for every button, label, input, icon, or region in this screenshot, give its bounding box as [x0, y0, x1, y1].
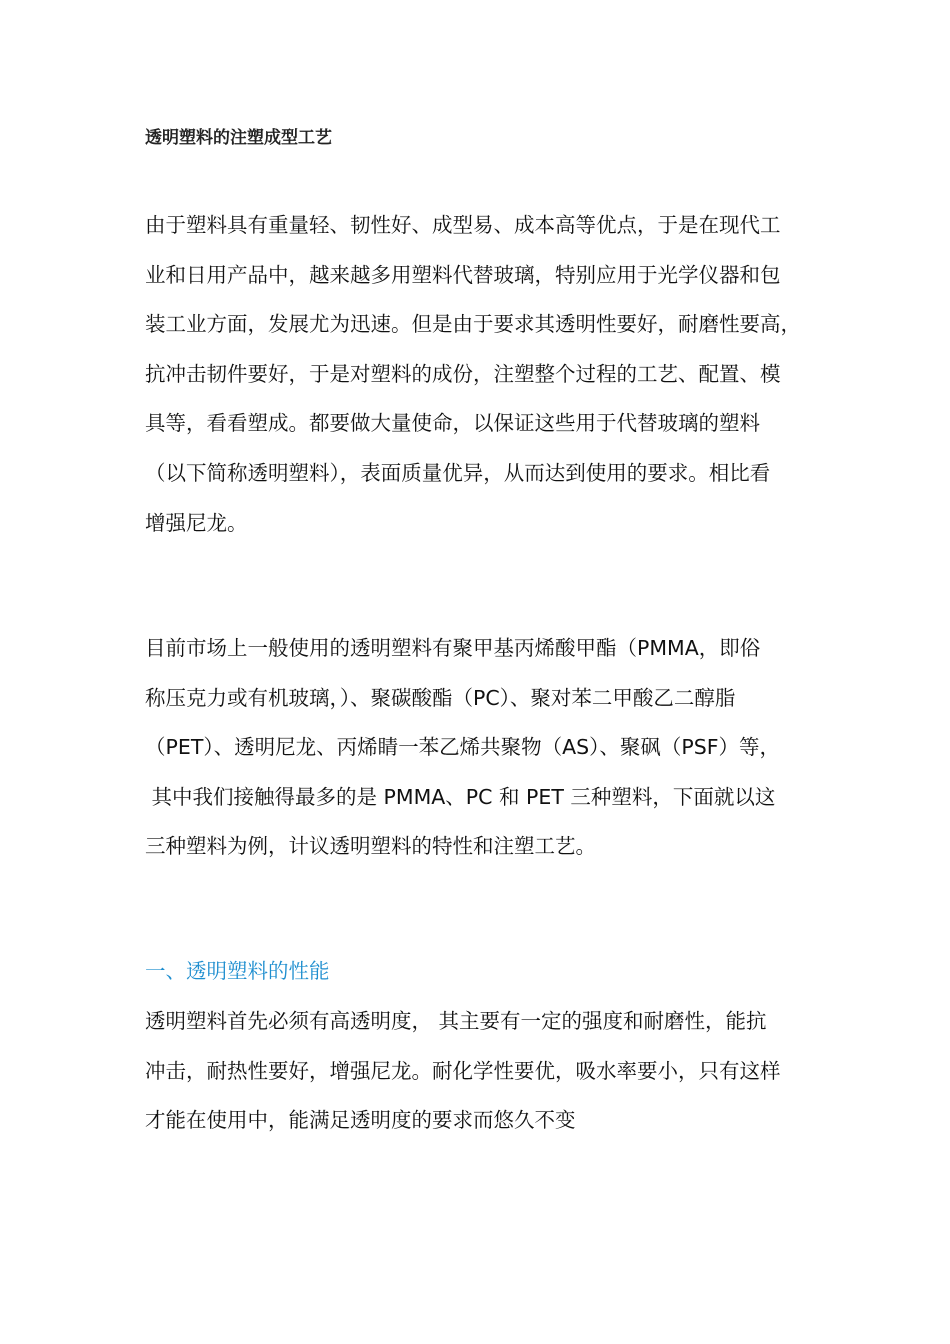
text-line: （以下简称透明塑料），表面质量优异，从而达到使用的要求。相比看	[145, 460, 771, 485]
text-line: 抗冲击韧件要好，于是对塑料的成份，注塑整个过程的工艺、配置、模	[145, 361, 781, 386]
text-line: 其中我们接触得最多的是 PMMA、PC 和 PET 三种塑料，下面就以这	[145, 784, 776, 809]
text-line: 目前市场上一般使用的透明塑料有聚甲基丙烯酸甲酯（PMMA，即俗	[145, 636, 761, 660]
text-line: 称压克力或有机玻璃，）、聚碳酸酯（PC）、聚对苯二甲酸乙二醇脂	[145, 685, 736, 710]
text-line: 增强尼龙。	[145, 510, 248, 535]
paragraph-properties	[145, 997, 820, 1146]
text-line: 三种塑料为例，计议透明塑料的特性和注塑工艺。	[145, 834, 596, 859]
text-line: 业和日用产品中，越来越多用塑料代替玻璃，特别应用于光学仪器和包	[145, 262, 781, 287]
paragraph-intro	[145, 201, 820, 548]
text-line: 由于塑料具有重量轻、韧性好、成型易、成本高等优点，于是在现代工	[145, 213, 781, 237]
text-line: （PET）、透明尼龙、丙烯睛一苯乙烯共聚物（AS）、聚砜（PSF）等，	[145, 735, 781, 760]
text-line: 才能在使用中，能满足透明度的要求而悠久不变	[145, 1108, 576, 1133]
text-line: 透明塑料首先必须有高透明度， 其主要有一定的强度和耐磨性，能抗	[145, 1009, 767, 1033]
text-line: 冲击，耐热性要好，增强尼龙。耐化学性要优，吸水率要小，只有这样	[145, 1058, 781, 1083]
paragraph-materials	[145, 624, 820, 872]
text-line: 具等，看看塑成。都要做大量使命，以保证这些用于代替玻璃的塑料	[145, 411, 760, 436]
section-heading-properties: 一、透明塑料的性能	[145, 959, 330, 983]
text-line: 装工业方面，发展尤为迅速。但是由于要求其透明性要好，耐磨性要高，	[145, 312, 801, 337]
document-title: 透明塑料的注塑成型工艺	[145, 128, 332, 148]
